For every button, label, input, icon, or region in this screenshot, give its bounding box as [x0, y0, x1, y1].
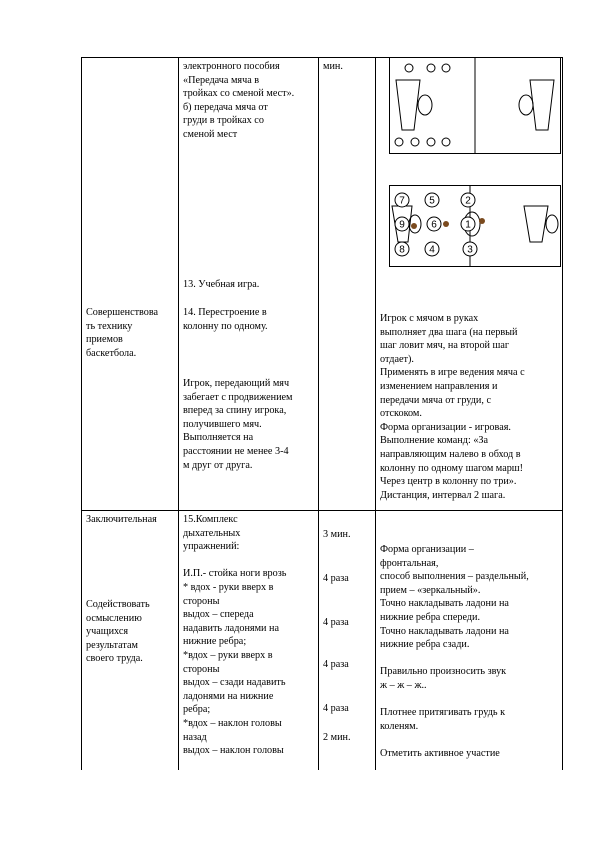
game-title: 13. Учебная игра. — [183, 279, 260, 290]
goal-improve-technique: Совершенствова ть технику приемов баскетбола. — [86, 307, 159, 359]
player-6-label: 6 — [431, 219, 437, 231]
rebuild-title: 14. Перестроение в колонну по одному. — [183, 307, 268, 332]
table-border-left — [81, 57, 82, 770]
court-diagram-1 — [389, 57, 561, 154]
ball-2 — [443, 221, 449, 227]
players-group — [395, 193, 485, 256]
player-7-label: 7 — [399, 195, 405, 207]
dosage-5: 2 мин. — [323, 732, 351, 743]
breathing-exercises: 15.Комплекс дыхательных упражнений: И.П.- стойка ноги врозь * вдох - руки вверх в стороны выдох – спереда надавить ладонями на нижние ребра; *вдох – руки вверх в стороны выдох – сзади надавить ладонями на нижние ребра; *вдох – наклон головы назад выдох – наклон головы — [183, 514, 287, 757]
methodical-notes-1: Игрок с мячом в руках выполняет два шага (на первый шаг ловит мяч, на второй шаг отдает). Применять в игре ведения мяча с изменением направления и передачи мяча от груди, с отскоком. Форма организации - игровая. Выполнение команд: «За направляющим налево в обход в колонну по одному шагом марш! Через центр в колонну по три». Дистанция, интервал 2 шага. — [380, 313, 525, 501]
part-final: Заключительная — [86, 514, 157, 525]
player-4-label: 4 — [429, 244, 435, 256]
table-divider-col2 — [178, 57, 179, 770]
table-row-divider — [81, 510, 563, 511]
player-3-label: 3 — [467, 244, 473, 256]
ball-3 — [479, 218, 485, 224]
dosage-0: 3 мин. — [323, 529, 351, 540]
ball-1 — [411, 223, 417, 229]
player-8-label: 8 — [399, 244, 405, 256]
table-divider-col3 — [318, 57, 319, 770]
player-2-label: 2 — [465, 195, 471, 207]
dosage-2: 4 раза — [323, 617, 349, 628]
dosage-4: 4 раза — [323, 703, 349, 714]
goal-reflection: Содействовать осмыслению учащихся результатам своего труда. — [86, 599, 150, 665]
player-5-label: 5 — [429, 195, 435, 207]
player-note: Игрок, передающий мяч забегает с продвижением вперед за спину игрока, получившего мяч. Выполняется на расстоянии не менее 3-4 м друг от друга. — [183, 378, 293, 471]
dosage-1: 4 раза — [323, 573, 349, 584]
electronic-manual-text: электронного пособия «Передача мяча в тройках со сменой мест». б) передача мяча от груди в тройках со сменой мест — [183, 61, 295, 140]
court-diagram-2-drawing — [390, 186, 560, 266]
methodical-notes-2: Форма организации – фронтальная, способ выполнения – раздельный, прием – «зеркальный». Точно накладывать ладони на нижние ребра спереди. Точно накладывать ладони на нижние ребра сзади. Правильно произносить звук ж – ж – ж.. Плотнее притягивать грудь к коленям. Отметить активное участие — [380, 544, 529, 759]
court-diagram-2 — [389, 185, 561, 267]
player-9-label: 9 — [399, 219, 405, 231]
table-divider-col4 — [375, 57, 376, 770]
dosage-3: 4 раза — [323, 659, 349, 670]
duration-min: мин. — [323, 61, 343, 72]
table-border-right — [562, 57, 563, 770]
court-diagram-1-drawing — [390, 58, 560, 153]
player-1-label: 1 — [465, 219, 471, 231]
